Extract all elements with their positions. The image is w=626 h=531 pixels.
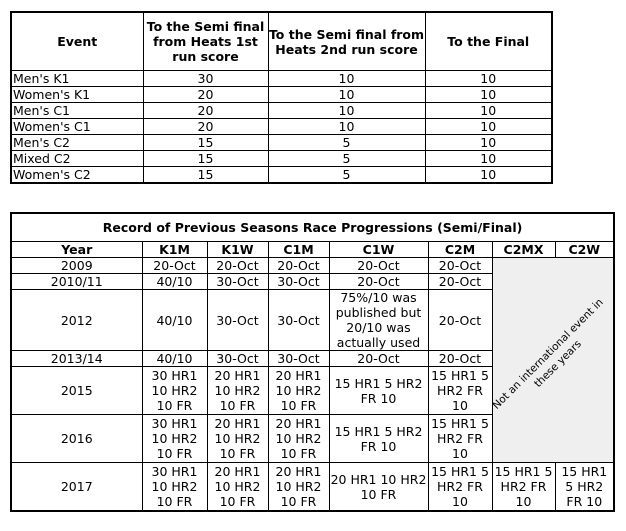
table-cell: 30-Oct: [207, 274, 268, 290]
event-cell: Mixed C2: [11, 151, 143, 167]
year-cell: 2010/11: [11, 274, 142, 290]
race-progressions-table: [10, 212, 615, 512]
event-cell: Women's C1: [11, 119, 143, 135]
table-cell: 20-Oct: [268, 258, 329, 274]
table-cell: 20-Oct: [142, 258, 207, 274]
table-cell: 20-Oct: [329, 351, 428, 367]
year-cell: 2017: [11, 463, 142, 512]
event-cell: Women's C2: [11, 167, 143, 184]
year-cell: 2009: [11, 258, 142, 274]
table-cell: 30-Oct: [207, 351, 268, 367]
column-header: Year: [11, 242, 142, 258]
table-cell: 30-Oct: [268, 290, 329, 351]
table-cell: 10: [268, 119, 425, 135]
table-cell: 30 HR1 10 HR2 10 FR: [142, 463, 207, 512]
table-cell: 20-Oct: [428, 351, 492, 367]
event-cell: Men's C2: [11, 135, 143, 151]
event-cell: Women's K1: [11, 87, 143, 103]
table-cell: 20-Oct: [329, 274, 428, 290]
table-cell: 15 HR1 5 HR2 FR 10: [329, 367, 428, 415]
table-row: [11, 71, 552, 87]
table-row: [11, 103, 552, 119]
table-cell: 15 HR1 5 HR2 FR 10: [492, 463, 555, 512]
table-row: [11, 87, 552, 103]
table-cell: 15: [143, 151, 268, 167]
table-cell: 30-Oct: [268, 351, 329, 367]
table-row: [11, 258, 614, 274]
table-cell: 10: [268, 103, 425, 119]
table-cell: 30-Oct: [207, 290, 268, 351]
table-cell: 10: [425, 135, 552, 151]
column-header: K1M: [142, 242, 207, 258]
table-cell: 20 HR1 10 HR2 10 FR: [207, 367, 268, 415]
table-cell: 30-Oct: [268, 274, 329, 290]
table-cell: 20 HR1 10 HR2 10 FR: [268, 463, 329, 512]
table-cell: 15 HR1 5 HR2 FR 10: [428, 463, 492, 512]
column-header: C2MX: [492, 242, 555, 258]
table-cell: 20 HR1 10 HR2 10 FR: [207, 415, 268, 463]
table-cell: 20 HR1 10 HR2 10 FR: [268, 415, 329, 463]
column-header: To the Semi final from Heats 2nd run score: [268, 12, 425, 71]
table-cell: 30 HR1 10 HR2 10 FR: [142, 415, 207, 463]
table-cell: 5: [268, 135, 425, 151]
column-header: C2W: [555, 242, 614, 258]
table-cell: 20: [143, 87, 268, 103]
table-row: [11, 119, 552, 135]
table-header-row: [11, 242, 614, 258]
table-cell: 40/10: [142, 290, 207, 351]
table-cell: 30 HR1 10 HR2 10 FR: [142, 367, 207, 415]
table-cell: 15 HR1 5 HR2 FR 10: [555, 463, 614, 512]
qualification-table: [10, 11, 553, 184]
event-cell: Men's K1: [11, 71, 143, 87]
column-header: To the Semi final from Heats 1st run score: [143, 12, 268, 71]
not-international-note-cell: [492, 258, 614, 463]
table-cell: 20: [143, 119, 268, 135]
table-cell: 20-Oct: [428, 258, 492, 274]
table-cell: 10: [425, 103, 552, 119]
not-international-note: Not an international event in these years: [490, 296, 606, 412]
table-row: [11, 167, 552, 184]
table-cell: 30: [143, 71, 268, 87]
year-cell: 2012: [11, 290, 142, 351]
column-header: Event: [11, 12, 143, 71]
table-cell: 20: [143, 103, 268, 119]
table-cell: 20-Oct: [207, 258, 268, 274]
table-cell: 5: [268, 167, 425, 184]
table-cell: 10: [425, 119, 552, 135]
column-header: K1W: [207, 242, 268, 258]
table-cell: 15: [143, 135, 268, 151]
table-cell: 10: [268, 71, 425, 87]
table-cell: 20 HR1 10 HR2 10 FR: [329, 463, 428, 512]
year-cell: 2016: [11, 415, 142, 463]
table-cell: 20-Oct: [329, 258, 428, 274]
table-row: [11, 463, 614, 512]
table-cell: 20-Oct: [428, 274, 492, 290]
table-cell: 15 HR1 5 HR2 FR 10: [428, 367, 492, 415]
year-cell: 2015: [11, 367, 142, 415]
table-row: [11, 151, 552, 167]
table-cell: 10: [268, 87, 425, 103]
table-cell: 20 HR1 10 HR2 10 FR: [268, 367, 329, 415]
column-header: C1M: [268, 242, 329, 258]
column-header: C2M: [428, 242, 492, 258]
event-cell: Men's C1: [11, 103, 143, 119]
table-cell: 15: [143, 167, 268, 184]
table-cell: 15 HR1 5 HR2 FR 10: [329, 415, 428, 463]
table-cell: 5: [268, 151, 425, 167]
table-cell: 40/10: [142, 351, 207, 367]
table-cell: 10: [425, 87, 552, 103]
table-cell: 10: [425, 167, 552, 184]
table-cell: 40/10: [142, 274, 207, 290]
table-cell: 75%/10 was published but 20/10 was actually used: [329, 290, 428, 351]
column-header: C1W: [329, 242, 428, 258]
year-cell: 2013/14: [11, 351, 142, 367]
table-cell: 10: [425, 151, 552, 167]
table-title: Record of Previous Seasons Race Progressions (Semi/Final): [11, 213, 614, 242]
column-header: To the Final: [425, 12, 552, 71]
table-cell: 20-Oct: [428, 290, 492, 351]
table-cell: 20 HR1 10 HR2 10 FR: [207, 463, 268, 512]
table-header-row: [11, 12, 552, 71]
table-cell: 10: [425, 71, 552, 87]
table-cell: 15 HR1 5 HR2 FR 10: [428, 415, 492, 463]
table-row: [11, 135, 552, 151]
